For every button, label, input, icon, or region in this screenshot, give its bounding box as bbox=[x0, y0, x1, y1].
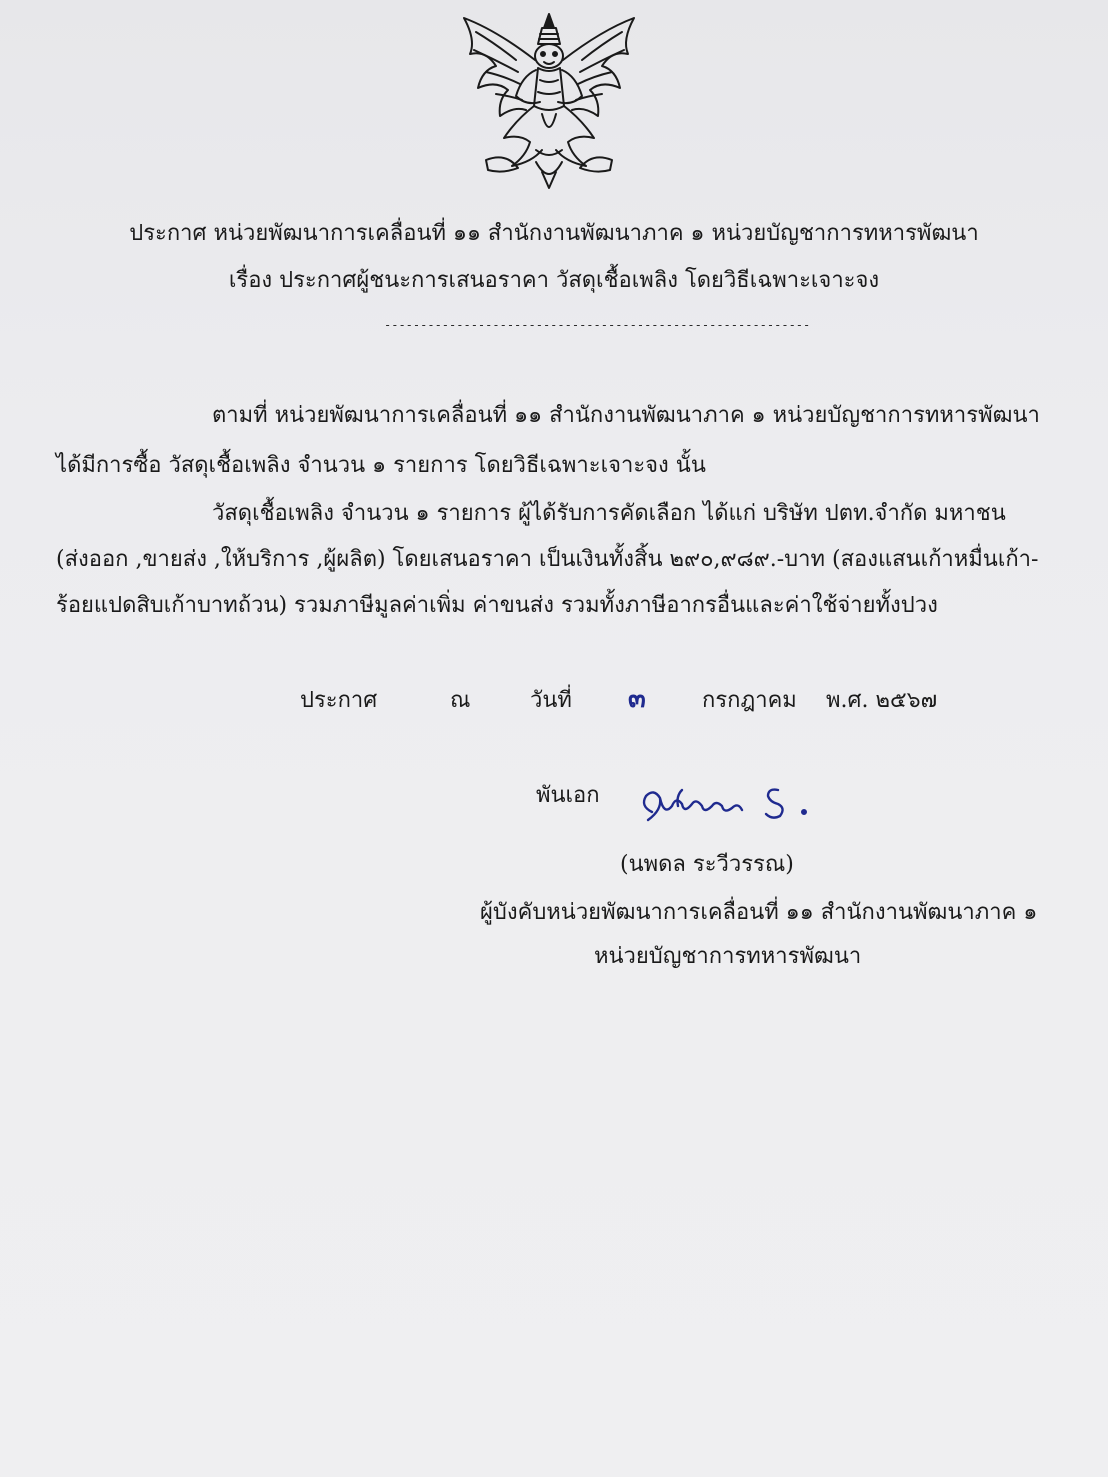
signatory-rank: พันเอก bbox=[536, 783, 600, 808]
paragraph-2-line-1: วัสดุเชื้อเพลิง จำนวน ๑ รายการ ผู้ได้รับการคัดเลือก ได้แก่ บริษัท ปตท.จำกัด มหาชน bbox=[212, 501, 1006, 526]
announcement-title: ประกาศ หน่วยพัฒนาการเคลื่อนที่ ๑๑ สำนักงานพัฒนาภาค ๑ หน่วยบัญชาการทหารพัฒนา bbox=[129, 221, 979, 246]
date-year: พ.ศ. ๒๕๖๗ bbox=[826, 688, 938, 713]
title-divider: ----------------------------------------------------------- bbox=[384, 318, 811, 332]
signatory-position-line-1: ผู้บังคับหน่วยพัฒนาการเคลื่อนที่ ๑๑ สำนักงานพัฒนาภาค ๑ bbox=[480, 900, 1038, 925]
paragraph-1-line-2: ได้มีการซื้อ วัสดุเชื้อเพลิง จำนวน ๑ รายการ โดยวิธีเฉพาะเจาะจง นั้น bbox=[56, 453, 706, 478]
announcement-subject: เรื่อง ประกาศผู้ชนะการเสนอราคา วัสดุเชื้อเพลิง โดยวิธีเฉพาะเจาะจง bbox=[228, 268, 880, 293]
date-day-label: วันที่ bbox=[530, 688, 572, 713]
garuda-emblem-icon bbox=[456, 10, 642, 192]
handwritten-signature bbox=[632, 776, 822, 836]
date-month: กรกฎาคม bbox=[702, 688, 797, 713]
paragraph-1-line-1: ตามที่ หน่วยพัฒนาการเคลื่อนที่ ๑๑ สำนักงานพัฒนาภาค ๑ หน่วยบัญชาการทหารพัฒนา bbox=[212, 403, 1040, 428]
date-label: ประกาศ bbox=[300, 688, 378, 713]
signatory-position-line-2: หน่วยบัญชาการทหารพัฒนา bbox=[594, 944, 862, 969]
paragraph-2-line-2: (ส่งออก ,ขายส่ง ,ให้บริการ ,ผู้ผลิต) โดยเสนอราคา เป็นเงินทั้งสิ้น ๒๙๐,๙๘๙.-บาท (สองแสนเก้าหมื่นเก้า- bbox=[56, 547, 1039, 572]
paragraph-2-line-3: ร้อยแปดสิบเก้าบาทถ้วน) รวมภาษีมูลค่าเพิ่ม ค่าขนส่ง รวมทั้งภาษีอากรอื่นและค่าใช้จ่ายทั้งปวง bbox=[56, 593, 938, 618]
signatory-name: (นพดล ระวีวรรณ) bbox=[620, 852, 794, 877]
date-at: ณ bbox=[450, 688, 471, 713]
date-day: ๓ bbox=[628, 684, 646, 714]
